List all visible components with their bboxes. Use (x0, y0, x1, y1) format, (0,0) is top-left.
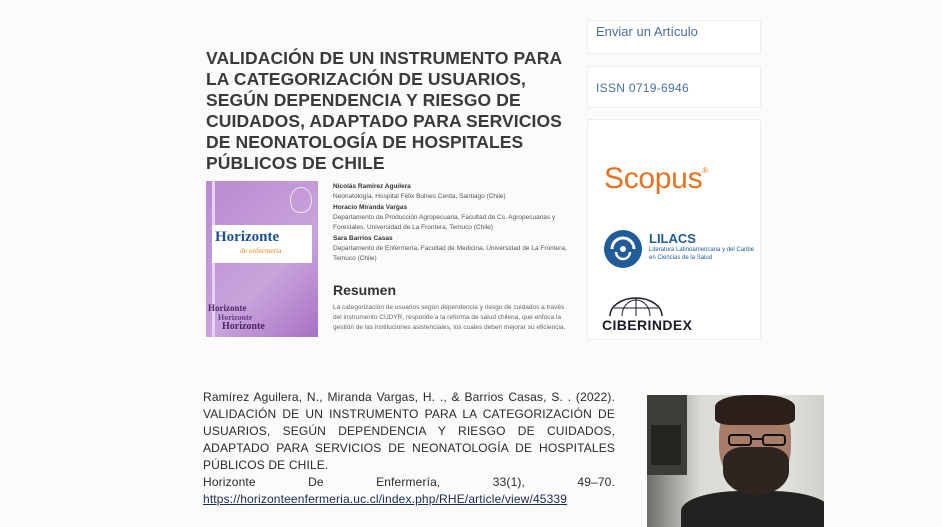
presenter-beard (723, 447, 789, 495)
submit-article-box (587, 20, 761, 54)
lilacs-logo-subtitle: Literatura Latinoamericana y del Caribe en Ciencias de la Salud (649, 247, 755, 261)
cover-seal-icon (290, 187, 312, 213)
cover-footer-line: Horizonte (218, 313, 253, 322)
ciberindex-globe-icon (608, 296, 664, 316)
crop-edge (330, 334, 580, 340)
author-name: Horacio Miranda Vargas (333, 204, 408, 211)
issn-box (587, 66, 761, 108)
presenter-shirt (681, 491, 824, 527)
author-list (333, 182, 573, 265)
author-affiliation: Departamento de Enfermería, Facultad de Medicina, Universidad de La Frontera, Temuco (Chile) (333, 245, 567, 262)
cover-footer-logos (208, 304, 282, 331)
ciberindex-logo-text[interactable]: CIBERINDEX (602, 317, 693, 333)
lilacs-logo-text: LILACS (649, 231, 696, 246)
article-title: VALIDACIÓN DE UN INSTRUMENTO PARA LA CATEGORIZACIÓN DE USUARIOS, SEGÚN DEPENDENCIA Y RIESGO DE CUIDADOS, ADAPTADO PARA SERVICIOS DE NEONATOLOGÍA DE HOSPITALES PÚBLICOS DE CHILE (206, 48, 562, 173)
citation-journal-part: 33(1), (492, 475, 526, 489)
scopus-logo-text: Scopus (604, 162, 703, 195)
citation-journal-part: Enfermería, (376, 475, 441, 489)
abstract-heading: Resumen (333, 282, 397, 298)
scopus-logo[interactable] (604, 162, 708, 196)
journal-cover-image (206, 181, 318, 337)
citation-url-link[interactable]: https://horizonteenfermeria.uc.cl/index.php/RHE/article/view/45339 (203, 492, 568, 506)
citation-journal-part: De (308, 475, 324, 489)
presenter-webcam-video (647, 395, 824, 527)
citation-journal-part: Horizonte (203, 475, 256, 489)
author-affiliation: Departamento de Producción Agropecuaria, Facultad de Cs. Agropecuarias y Forestales, Universidad de La Frontera, Temuco (Chile) (333, 214, 556, 231)
citation-text: Ramírez Aguilera, N., Miranda Vargas, H. ., & Barrios Casas, S. . (2022). VALIDACIÓN DE UN INSTRUMENTO PARA LA CATEGORIZACIÓN DE USUARIOS, SEGÚN DEPENDENCIA Y RIESGO DE CUIDADOS, ADAPTADO PARA SERVICIOS DE NEONATOLOGÍA DE HOSPITALES PÚBLICOS DE CHILE. (203, 390, 615, 472)
citation-journal-line (203, 474, 615, 491)
lilacs-logo-icon[interactable] (602, 228, 644, 270)
presenter-hair (715, 395, 795, 425)
indexing-logos-box (587, 119, 761, 340)
submit-article-link[interactable]: Enviar un Artículo (596, 24, 698, 39)
background-object (651, 425, 681, 465)
author-affiliation: Neonatología, Hospital Félix Bulnes Cerda, Santiago (Chile) (333, 193, 506, 200)
author-name: Nicolás Ramírez Aguilera (333, 183, 411, 190)
glasses-icon (727, 433, 787, 447)
cover-footer-line: Horizonte (222, 321, 265, 332)
citation-block (203, 389, 615, 508)
abstract-text: La categorización de usuarios según dependencia y riesgo de cuidados a través del instrumento CUDYR, responde a la reforma de salud chilena, que enfoca la gestión de las instituciones asistenciales, los cuales deben mejorar su eficiencia, (333, 304, 566, 331)
citation-journal-part: 49–70. (577, 475, 615, 489)
cover-journal-logo-sub: de enfermería (240, 246, 282, 255)
issn-text: ISSN 0719-6946 (596, 81, 689, 95)
registered-mark: ® (702, 166, 708, 175)
author-name: Sara Barrios Casas (333, 235, 393, 242)
cover-footer-line: Horizonte (208, 303, 247, 313)
cover-journal-logo: Horizonte (215, 229, 280, 245)
